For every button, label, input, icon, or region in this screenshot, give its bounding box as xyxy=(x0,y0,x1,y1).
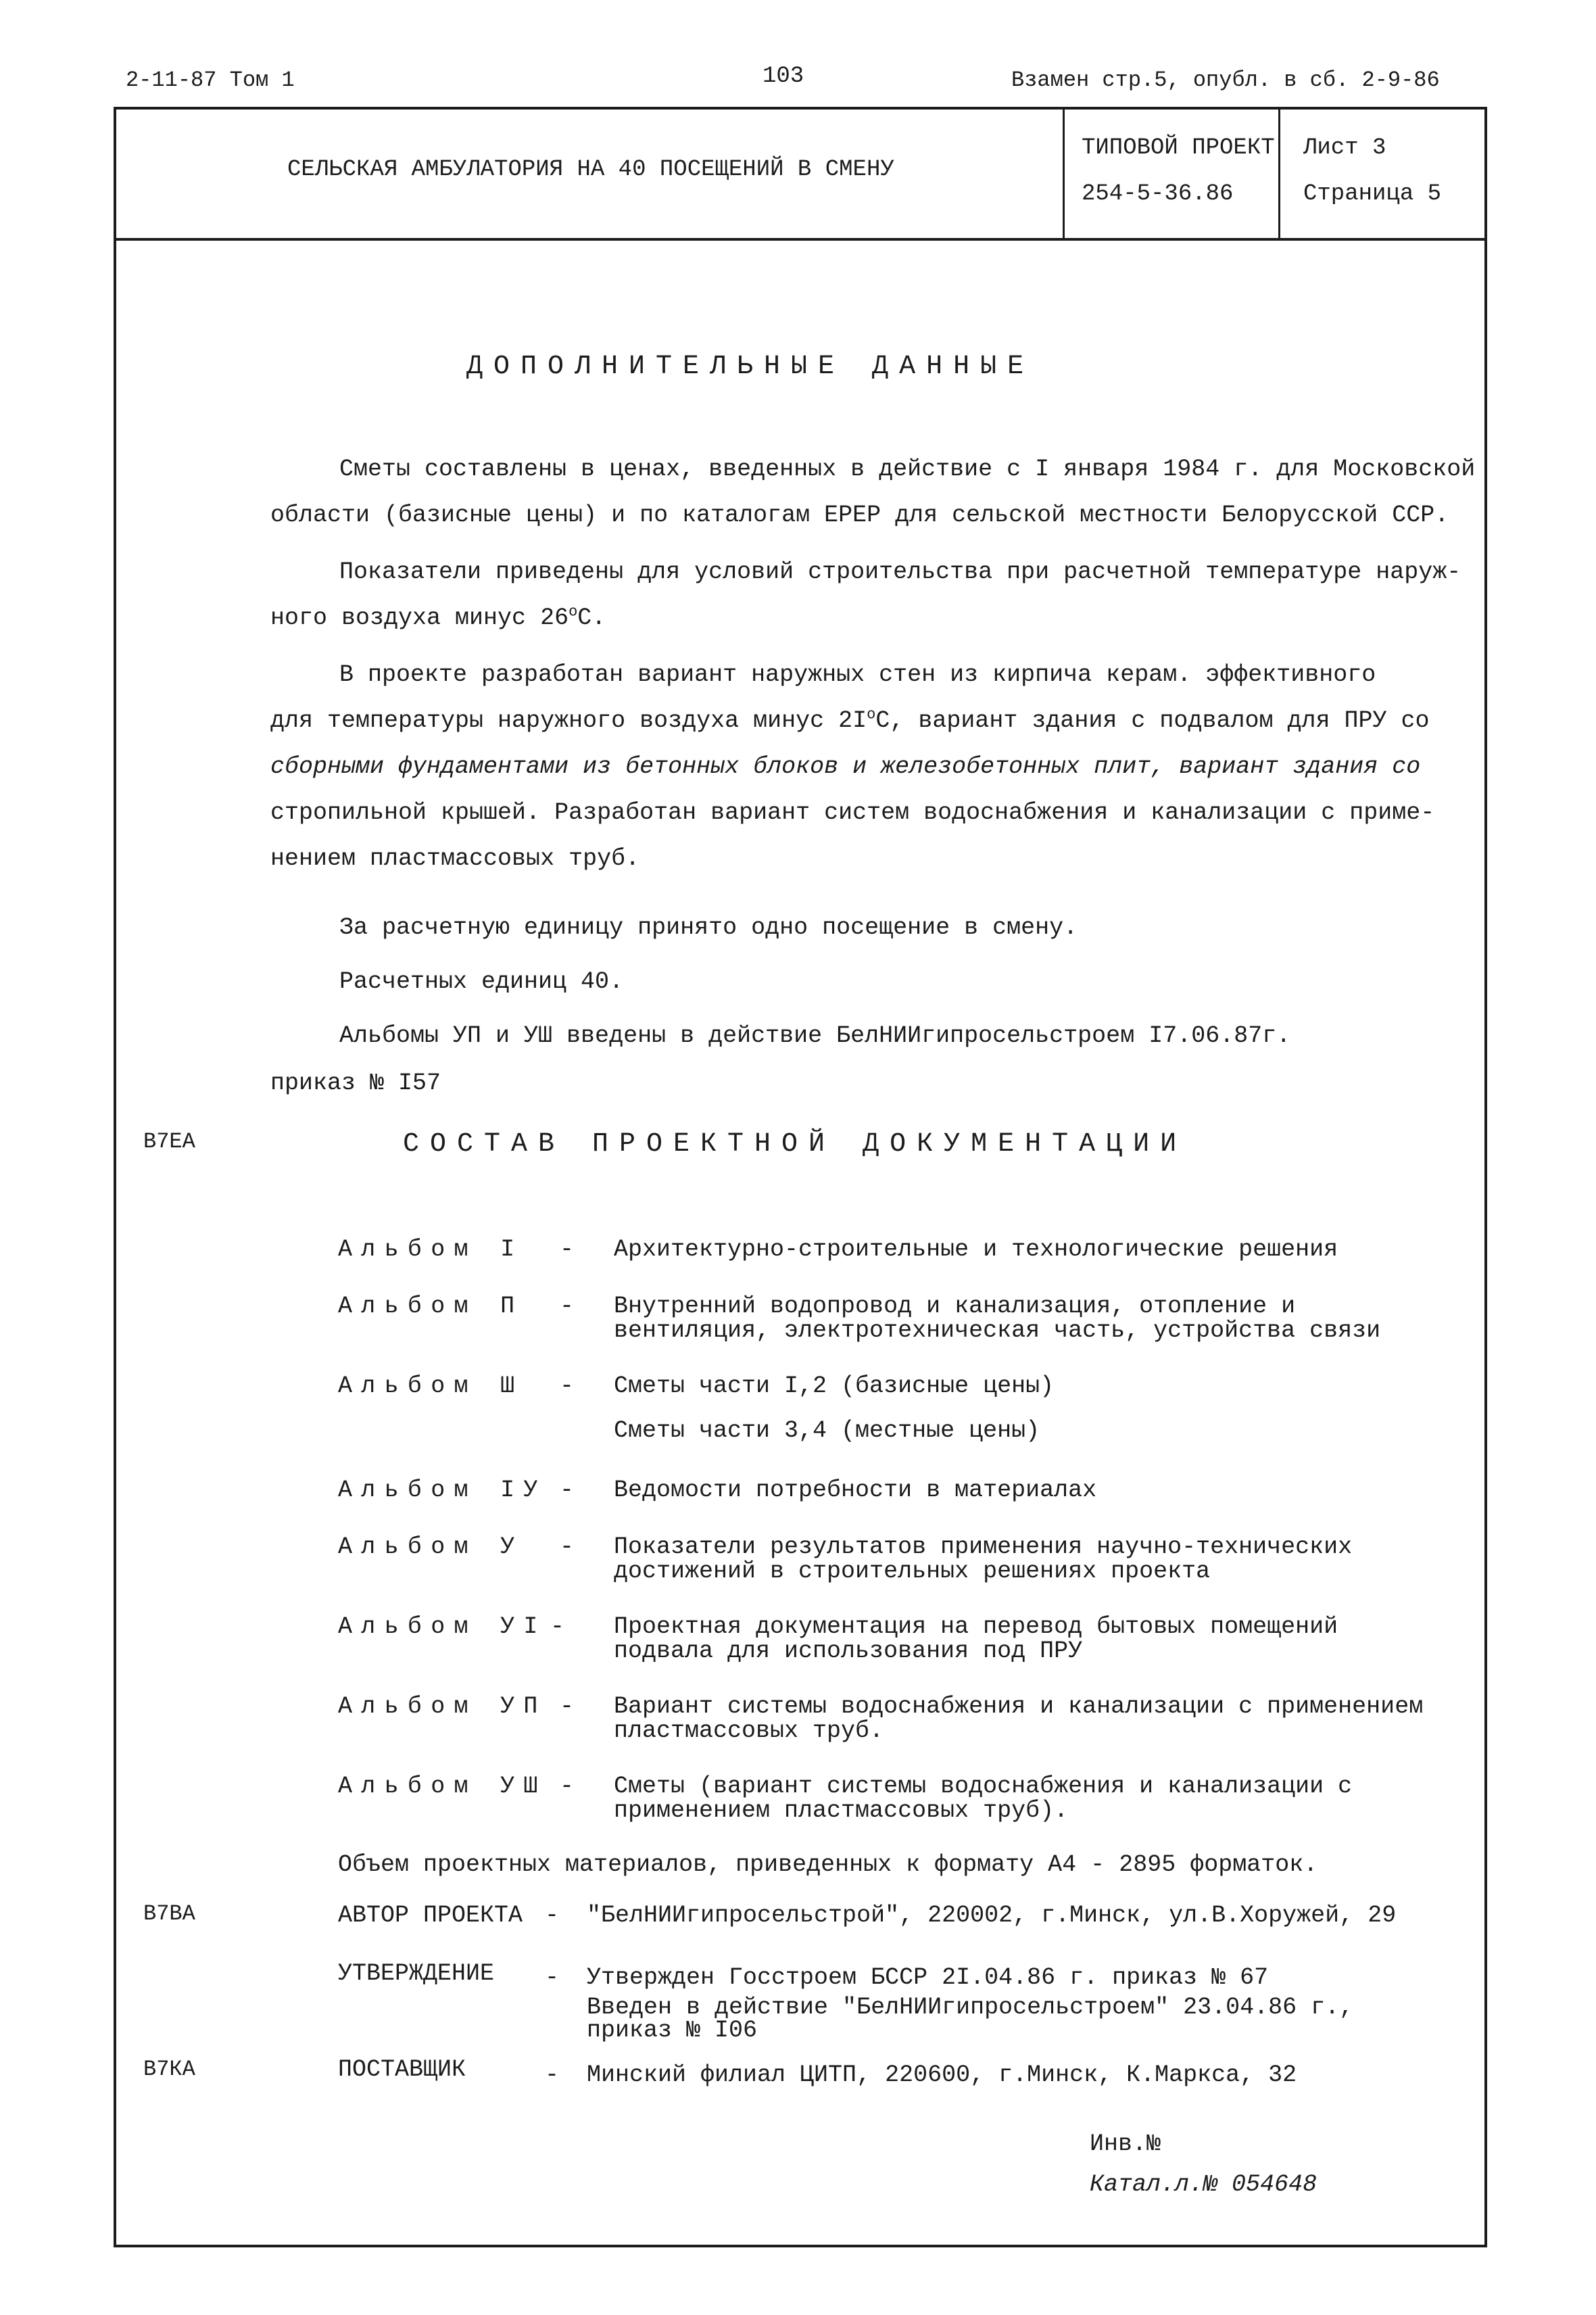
text-line: Сметы части I,2 (базисные цены) xyxy=(614,1373,1055,1400)
text-fragment: C. xyxy=(577,604,606,631)
supplier-label: ПОСТАВЩИК xyxy=(338,2056,466,2083)
text-line: пластмассовых труб. xyxy=(614,1717,884,1744)
album-description xyxy=(614,1294,1380,1343)
text-line: Архитектурно-строительные и технологические решения xyxy=(614,1236,1338,1263)
album-description xyxy=(614,1694,1423,1743)
section-code: В7ЕА xyxy=(143,1129,195,1154)
sheet-number: Лист 3 xyxy=(1303,135,1386,161)
composition-heading: СОСТАВ ПРОЕКТНОЙ ДОКУМЕНТАЦИИ xyxy=(403,1129,1188,1160)
paragraph-prices xyxy=(270,446,1474,538)
document-title: СЕЛЬСКАЯ АМБУЛАТОРИЯ НА 40 ПОСЕЩЕНИЙ В СМЕНУ xyxy=(287,157,894,183)
paragraph-albums-intro: Альбомы УП и УШ введены в действие БелНИИгипросельстроем I7.06.87г. xyxy=(339,1022,1291,1049)
album-dash: - xyxy=(560,1693,575,1720)
info-dash: - xyxy=(545,1964,560,1991)
text-line: Проектная документация на перевод бытовых помещений xyxy=(614,1613,1338,1640)
album-label: Альбом УП xyxy=(338,1693,547,1720)
degree-sign: o xyxy=(867,706,876,723)
author-label: АВТОР ПРОЕКТА xyxy=(338,1902,523,1929)
project-number: 254-5-36.86 xyxy=(1082,181,1234,207)
paragraph-unit-count: Расчетных единиц 40. xyxy=(339,968,624,995)
degree-sign: o xyxy=(569,603,578,621)
album-label: Альбом У xyxy=(338,1533,524,1560)
album-label: Альбом УШ xyxy=(338,1773,547,1800)
text-fragment: ного воздуха минус 26 xyxy=(270,604,569,631)
text-line: В проекте разработан вариант наружных стен из кирпича керам. эффективного xyxy=(339,661,1376,688)
album-dash: - xyxy=(560,1773,575,1800)
album-description xyxy=(614,1374,1054,1398)
title-divider-2 xyxy=(1278,110,1280,238)
album-label: Альбом П xyxy=(338,1293,524,1320)
text-line: достижений в строительных решениях проекта xyxy=(614,1558,1211,1585)
album-label: Альбом I xyxy=(338,1236,524,1263)
text-line: сборными фундаментами из бетонных блоков и железобетонных плит, вариант здания со xyxy=(270,753,1421,780)
additional-data-heading: ДОПОЛНИТЕЛЬНЫЕ ДАННЫЕ xyxy=(466,352,1035,382)
page-number: 103 xyxy=(763,64,804,89)
replaces-note: Взамен стр.5, опубл. в сб. 2-9-86 xyxy=(1011,68,1440,93)
album-dash: - xyxy=(560,1533,575,1560)
album-label: Альбом УI xyxy=(338,1613,547,1640)
paragraph-unit: За расчетную единицу принято одно посещение в смену. xyxy=(339,914,1078,941)
text-line: Введен в действие "БелНИИгипросельстроем" 23.04.86 г., xyxy=(587,1994,1354,2021)
supplier-value: Минский филиал ЦИТП, 220600, г.Минск, К.Маркса, 32 xyxy=(587,2061,1297,2089)
paragraph-variants xyxy=(270,652,1474,882)
album-label: Альбом Ш xyxy=(338,1373,524,1400)
author-code: В7ВА xyxy=(143,1901,195,1926)
volume-note: Объем проектных материалов, приведенных к формату А4 - 2895 форматок. xyxy=(338,1851,1318,1878)
text-line: нением пластмассовых труб. xyxy=(270,845,640,872)
album-description xyxy=(614,1535,1352,1583)
text-line: Сметы части 3,4 (местные цены) xyxy=(614,1417,1040,1444)
text-line: Сметы составлены в ценах, введенных в действие с I января 1984 г. для Московской xyxy=(339,456,1476,483)
text-line: подвала для использования под ПРУ xyxy=(614,1638,1083,1665)
album-dash: - xyxy=(560,1477,575,1504)
text-line: стропильной крышей. Разработан вариант систем водоснабжения и канализации с приме- xyxy=(270,799,1435,826)
text-line: Вариант системы водоснабжения и канализации с применением xyxy=(614,1693,1424,1720)
text-line xyxy=(270,595,1474,641)
project-type: ТИПОВОЙ ПРОЕКТ xyxy=(1082,135,1275,161)
text-line: применением пластмассовых труб). xyxy=(614,1797,1069,1824)
text-line: приказ № I06 xyxy=(587,2017,758,2044)
text-line: Утвержден Госстроем БССР 2I.04.86 г. приказ № 67 xyxy=(587,1964,1269,1991)
page-label: Страница 5 xyxy=(1303,181,1442,207)
author-value: "БелНИИгипросельстрой", 220002, г.Минск, ул.В.Хоружей, 29 xyxy=(587,1902,1397,1929)
album-description xyxy=(614,1418,1040,1443)
album-dash: - xyxy=(560,1293,575,1320)
title-divider-1 xyxy=(1063,110,1065,238)
album-label: Альбом IУ xyxy=(338,1477,547,1504)
text-line: области (базисные цены) и по каталогам ЕРЕР для сельской местности Белорусской ССР. xyxy=(270,502,1449,529)
paragraph-conditions xyxy=(270,549,1474,641)
album-description xyxy=(614,1774,1352,1823)
album-description xyxy=(614,1615,1338,1663)
text-line: Ведомости потребности в материалах xyxy=(614,1477,1097,1504)
text-line xyxy=(270,698,1474,744)
info-dash: - xyxy=(545,1902,560,1929)
inventory-number: Инв.№ xyxy=(1090,2130,1161,2157)
order-number: приказ № I57 xyxy=(270,1070,441,1097)
text-line: Показатели приведены для условий строительства при расчетной температуре наруж- xyxy=(339,558,1461,586)
album-dash: - xyxy=(560,1373,575,1400)
text-line: вентиляция, электротехническая часть, устройства связи xyxy=(614,1317,1381,1344)
title-block-border xyxy=(116,238,1484,241)
album-description xyxy=(614,1478,1096,1502)
volume-ref: 2-11-87 Том 1 xyxy=(126,68,295,93)
text-fragment: для температуры наружного воздуха минус 2I xyxy=(270,707,867,734)
text-fragment: C, вариант здания с подвалом для ПРУ со xyxy=(875,707,1430,734)
album-description xyxy=(614,1237,1338,1262)
info-dash: - xyxy=(545,2061,560,2089)
approval-value xyxy=(587,1965,1353,2042)
approval-label: УТВЕРЖДЕНИЕ xyxy=(338,1960,495,1987)
text-line: Сметы (вариант системы водоснабжения и канализации с xyxy=(614,1773,1353,1800)
album-dash: - xyxy=(560,1236,575,1263)
supplier-code: В7КА xyxy=(143,2057,195,2082)
text-line: Внутренний водопровод и канализация, отопление и xyxy=(614,1293,1296,1320)
text-line: Показатели результатов применения научно-технических xyxy=(614,1533,1353,1560)
album-dash: - xyxy=(550,1613,565,1640)
catalog-number: Катал.л.№ 054648 xyxy=(1090,2171,1317,2198)
